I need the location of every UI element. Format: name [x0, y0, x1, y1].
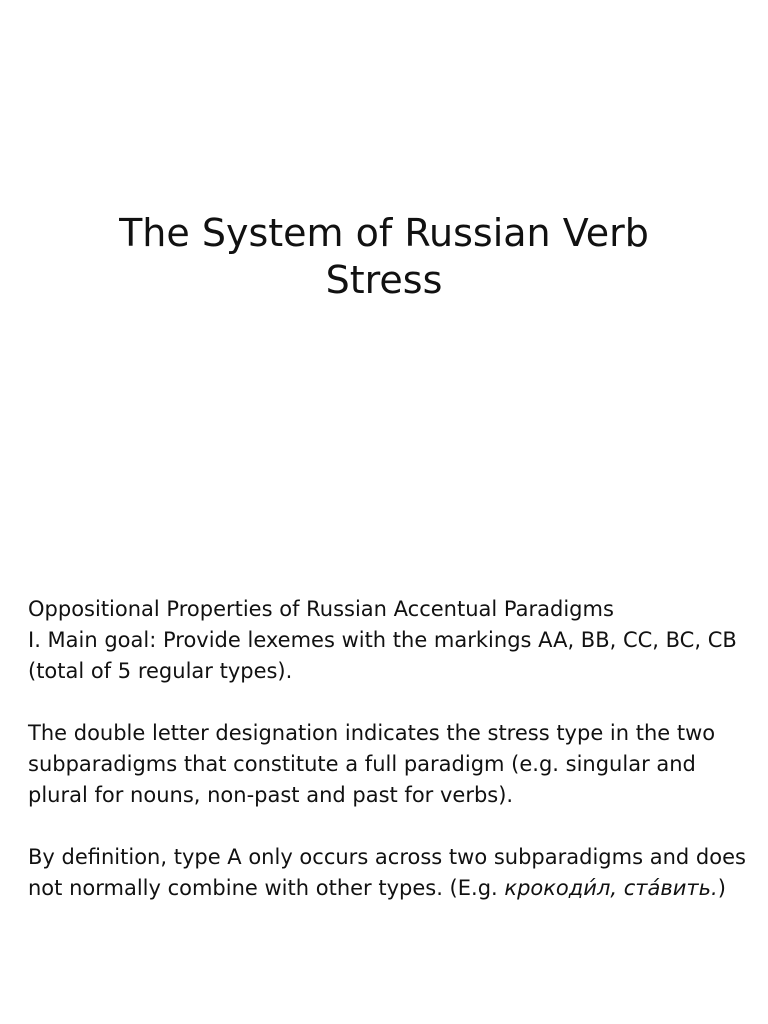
designation-line-1: The double letter designation indicates the stress type in the two [28, 721, 716, 745]
intro-paragraph [28, 594, 748, 687]
designation-line-3: plural for nouns, non-past and past for verbs). [28, 783, 514, 807]
russian-example-words: крокоди́л, ста́вить. [504, 876, 718, 900]
paragraph-spacer [28, 687, 748, 718]
designation-paragraph [28, 718, 748, 811]
title-line-2: Stress [325, 258, 443, 302]
paragraph-spacer [28, 811, 748, 842]
goal-line-1: I. Main goal: Provide lexemes with the markings AA, BB, CC, BC, CB [28, 628, 737, 652]
definition-line-2 [28, 873, 748, 904]
definition-line-1: By definition, type A only occurs across two subparadigms and does [28, 845, 746, 869]
definition-line-2-suffix: ) [717, 876, 726, 900]
goal-line-2: (total of 5 regular types). [28, 659, 293, 683]
title-line-1: The System of Russian Verb [119, 211, 649, 255]
designation-line-2: subparadigms that constitute a full paradigm (e.g. singular and [28, 752, 696, 776]
heading-line: Oppositional Properties of Russian Accentual Paradigms [28, 597, 614, 621]
page-title [0, 210, 768, 304]
definition-line-2-prefix: not normally combine with other types. (E.g. [28, 876, 505, 900]
body-text [28, 594, 748, 904]
definition-paragraph [28, 842, 748, 904]
